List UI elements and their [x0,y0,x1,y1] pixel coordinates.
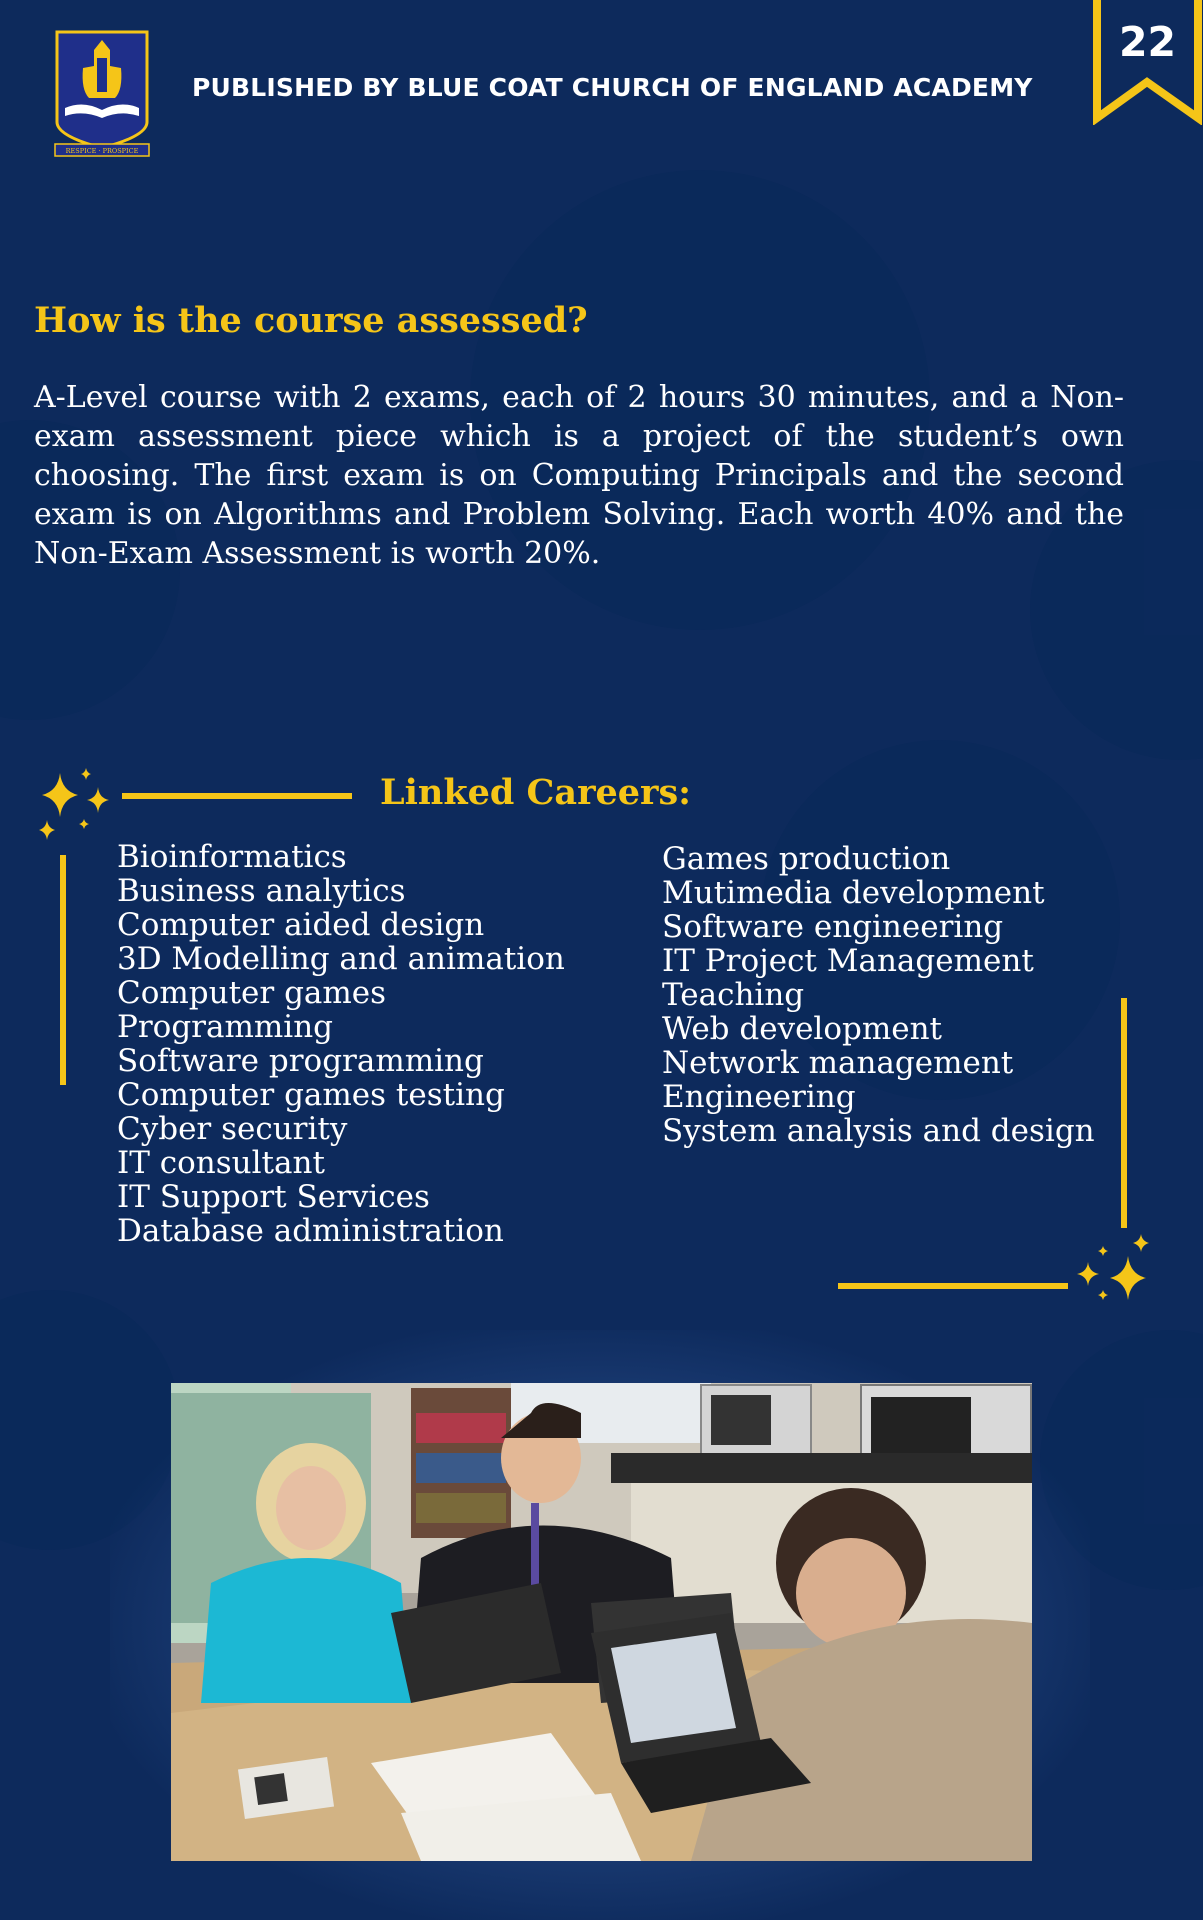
list-item: Programming [117,1009,334,1045]
list-item: 3D Modelling and animation [117,941,565,977]
list-item: IT Project Management [662,943,1034,979]
list-item: Computer aided design [117,907,485,943]
list-item: Games production [662,841,951,877]
divider-line-left [60,855,66,1085]
list-item: Engineering [662,1079,856,1115]
divider-line-top [122,793,352,799]
assessment-body: A-Level course with 2 exams, each of 2 hours 30 minutes, and a Non-exam assessment piece which is a project of the student’s own choosing. The first exam is on Computing Principals and the second exam is on Algorithms and Problem Solving. Each worth 40% and the Non-Exam Assessment is worth 20%. [34,380,1124,571]
list-item: System analysis and design [662,1113,1095,1149]
list-item: Web development [662,1011,943,1047]
list-item: Network management [662,1045,1014,1081]
list-item: Computer games testing [117,1077,505,1113]
assessment-heading: How is the course assessed? [34,300,588,341]
list-item: IT Support Services [117,1179,430,1215]
school-crest-logo [53,30,151,158]
page-header [0,0,1203,175]
sparkle-icon [1070,1230,1154,1310]
classroom-photo [171,1383,1032,1861]
list-item: Business analytics [117,873,406,909]
page-number: 22 [1118,18,1177,66]
crest-motto: RESPICE · PROSPICE [65,147,139,155]
linked-careers-heading: Linked Careers: [380,772,692,813]
list-item: Computer games [117,975,387,1011]
list-item: IT consultant [117,1145,325,1181]
careers-list-right [662,842,1095,1148]
list-item: Bioinformatics [117,839,347,875]
sparkle-icon [34,765,118,845]
list-item: Mutimedia development [662,875,1045,911]
list-item: Software engineering [662,909,1004,945]
list-item: Cyber security [117,1111,348,1147]
careers-list-left [117,840,565,1248]
list-item: Software programming [117,1043,484,1079]
list-item: Teaching [662,977,805,1013]
divider-line-bottom [838,1283,1068,1289]
publisher-label: PUBLISHED BY BLUE COAT CHURCH OF ENGLAND ACADEMY [192,73,1033,102]
divider-line-right [1121,998,1127,1228]
list-item: Database administration [117,1213,504,1249]
